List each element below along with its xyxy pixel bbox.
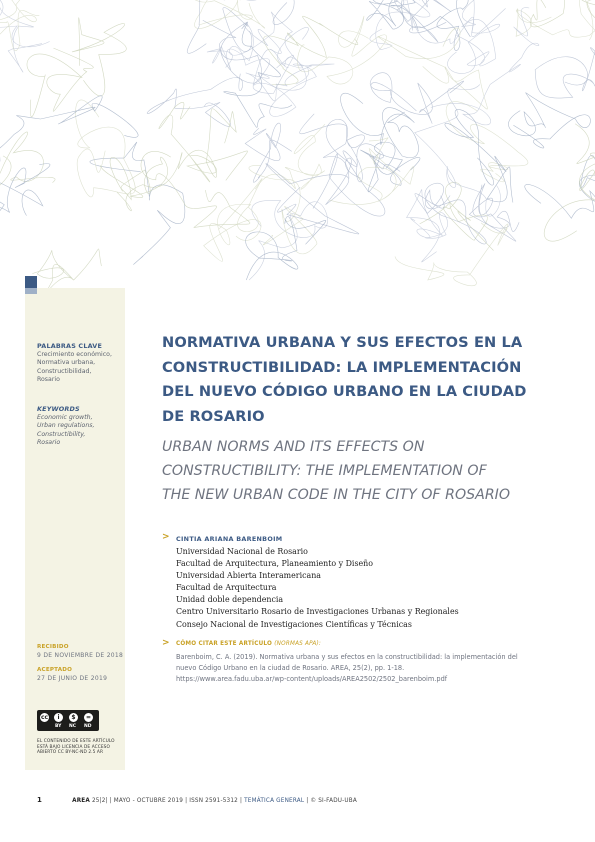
accepted-heading: ACEPTADO — [37, 667, 73, 673]
by-person-icon: i — [53, 712, 64, 723]
license-line: ESTÁ BAJO LICENCIA DE ACCESO — [37, 744, 110, 750]
scribble-stroke — [0, 96, 138, 162]
subtitle-line: URBAN NORMS AND ITS EFFECTS ON — [162, 439, 425, 455]
accepted-date: 27 DE JUNIO DE 2019 — [37, 675, 108, 682]
title-line: CONSTRUCTIBILIDAD: LA IMPLEMENTACIÓN — [162, 358, 522, 376]
affiliation: Facultad de Arquitectura — [176, 583, 277, 593]
scribble-stroke — [147, 74, 242, 127]
scribble-pattern — [0, 0, 595, 288]
scribble-stroke — [313, 119, 385, 216]
received-heading: RECIBIDO — [37, 644, 69, 650]
keywords-es-heading: PALABRAS CLAVE — [37, 342, 103, 350]
cc-icon: cc — [40, 714, 49, 721]
scribble-stroke — [415, 85, 501, 217]
scribble-stroke — [32, 249, 101, 288]
citation-line: Barenboim, C. A. (2019). Normativa urbana y sus efectos en la constructibilidad: la implementación del — [176, 653, 518, 661]
scribble-stroke — [394, 0, 451, 42]
citation-line: nuevo Código Urbano en la ciudad de Rosario. AREA, 25(2), pp. 1-18. — [176, 664, 405, 673]
scribble-stroke — [395, 223, 508, 286]
scribble-stroke — [245, 123, 292, 182]
keyword-es: Normativa urbana, — [37, 359, 96, 367]
scribble-stroke — [0, 0, 39, 51]
page-number: 1 — [37, 796, 43, 804]
scribble-stroke — [187, 0, 265, 28]
scribble-stroke — [159, 102, 248, 182]
author-arrow-icon: > — [162, 532, 170, 542]
scribble-stroke — [100, 157, 167, 199]
section-name: TEMÁTICA GENERAL — [244, 798, 305, 804]
scribble-stroke — [535, 31, 595, 98]
scribble-stroke — [264, 16, 358, 85]
scribble-stroke — [298, 16, 387, 84]
cite-heading — [176, 641, 321, 647]
cc-license-badge[interactable] — [37, 710, 99, 731]
title-line: DE ROSARIO — [162, 407, 265, 425]
scribble-stroke — [0, 164, 50, 223]
keyword-es: Rosario — [37, 375, 60, 383]
scribble-stroke — [90, 142, 185, 264]
scribble-stroke — [516, 0, 595, 44]
scribble-stroke — [415, 183, 486, 244]
issue-info: 25|2| | MAYO - OCTUBRE 2019 | ISSN 2591-5312 | — [91, 798, 243, 804]
affiliation: Universidad Nacional de Rosario — [176, 547, 308, 556]
journal-name: AREA — [72, 798, 90, 804]
scribble-stroke — [391, 0, 471, 51]
license-text — [37, 739, 115, 756]
scribble-stroke — [329, 138, 414, 205]
scribble-stroke — [530, 0, 595, 27]
rights: | © SI-FADU-UBA — [306, 798, 357, 804]
keyword-es: Constructibilidad, — [37, 367, 92, 375]
scribble-stroke — [508, 93, 590, 148]
cc-label: BY — [55, 724, 62, 729]
cover-illustration — [0, 0, 595, 288]
scribble-stroke — [253, 55, 334, 116]
affiliation: Consejo Nacional de Investigaciones Científicas y Técnicas — [176, 619, 412, 629]
subtitle-line: CONSTRUCTIBILITY: THE IMPLEMENTATION OF — [162, 463, 487, 479]
nd-equal-icon: = — [83, 712, 94, 723]
cc-label: NC — [69, 724, 77, 729]
scribble-stroke — [266, 158, 361, 234]
article-title — [162, 331, 582, 429]
keyword-en: Rosario — [37, 438, 61, 446]
scribble-stroke — [203, 8, 262, 84]
subtitle-line: THE NEW URBAN CODE IN THE CITY OF ROSARIO — [162, 487, 511, 503]
page-footer — [37, 796, 357, 804]
keyword-en: Urban regulations, — [37, 422, 95, 430]
cc-label: ND — [84, 724, 92, 729]
affiliation: Unidad doble dependencia — [176, 595, 284, 605]
scribble-stroke — [72, 18, 126, 96]
keywords-es-list — [37, 351, 112, 384]
scribble-stroke — [341, 93, 419, 157]
cite-heading-text: CÓMO CITAR ESTE ARTÍCULO — [176, 641, 273, 647]
scribble-stroke — [204, 178, 263, 261]
affiliation: Universidad Abierta Interamericana — [176, 571, 322, 581]
license-line: EL CONTENIDO DE ESTE ARTÍCULO — [37, 739, 115, 744]
keyword-en: Economic growth, — [37, 414, 93, 421]
scribble-stroke — [420, 182, 494, 250]
author-name: CINTIA ARIANA BARENBOIM — [176, 535, 283, 543]
title-line: DEL NUEVO CÓDIGO URBANO EN LA CIUDAD — [162, 383, 527, 400]
keywords-en-heading: KEYWORDS — [37, 405, 80, 413]
scribble-stroke — [224, 22, 292, 127]
accent-square — [25, 276, 37, 288]
author-affiliations — [176, 546, 459, 631]
citation-link[interactable]: https://www.area.fadu.uba.ar/wp-content/uploads/AREA2502/2502_barenboim.pdf — [176, 675, 448, 684]
license-line: ABIERTO CC BY-NC-ND 2.5 AR — [37, 750, 104, 756]
affiliation: Facultad de Arquitectura, Planeamiento y Diseño — [176, 559, 374, 569]
nc-dollar-icon: $ — [68, 712, 79, 723]
keyword-es: Crecimiento económico, — [37, 351, 112, 358]
scribble-stroke — [0, 132, 55, 192]
scribble-stroke — [187, 0, 295, 53]
citation — [176, 652, 586, 686]
received-date: 9 DE NOVIEMBRE DE 2018 — [37, 652, 124, 659]
title-line: NORMATIVA URBANA Y SUS EFECTOS EN LA — [162, 334, 523, 351]
article-subtitle — [162, 435, 582, 507]
scribble-stroke — [544, 124, 595, 241]
affiliation: Centro Universitario Rosario de Investigaciones Urbanas y Regionales — [176, 607, 459, 617]
keywords-en-list — [37, 414, 94, 447]
cite-arrow-icon: > — [162, 638, 170, 648]
cite-heading-note: (NORMAS APA): — [274, 641, 322, 647]
accent-square-light — [25, 288, 37, 294]
keyword-en: Constructibility, — [37, 430, 86, 438]
